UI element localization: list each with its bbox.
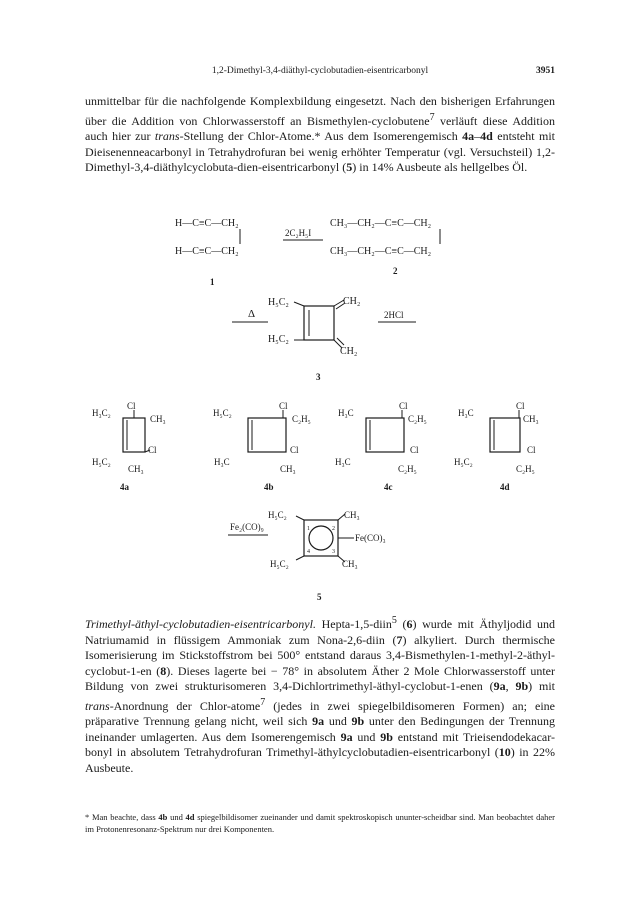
compound-label: 4a: [120, 482, 129, 492]
compound-ref: 9a: [340, 729, 353, 744]
substituent: C₂H₅: [408, 414, 427, 424]
formula-text: H₅C₂: [268, 334, 289, 345]
compound-3: [268, 296, 360, 382]
reaction-arrow-2: [232, 308, 268, 322]
substituent: H₃C: [214, 457, 230, 467]
text-run: -Stellung der Chlor-Atome.* Aus dem Isomerengemisch: [179, 129, 463, 143]
compound-ref: 9a: [312, 714, 325, 728]
substituent: C₂H₅: [398, 464, 417, 474]
text-run: unter den Bedingungen der Trennung ineinander umlagerten. Aus dem Isomerengemisch: [85, 714, 556, 744]
formula-text: H₅C₂: [268, 297, 289, 308]
substituent: Cl: [290, 445, 299, 455]
compound-ref: 4d: [480, 129, 493, 143]
footnote: [85, 811, 555, 835]
text-run: entstand mit Trieisendodekacar-bonyl in absolutem Tetrahydrofuran Trimethyl-äthylcyclobutadien-eisentricarbonyl (: [85, 729, 556, 759]
reference-superscript: 7: [429, 111, 435, 123]
compound-label: 1: [210, 277, 215, 287]
reaction-arrow-4: [228, 522, 268, 535]
text-run: Hepta-1,5-diin: [315, 617, 392, 631]
reagent-label: Δ: [248, 308, 256, 320]
compound-ref: 8: [160, 663, 167, 678]
text-run: ) wurde mit Äthyljodid und Natriumamid in flüssigem Ammoniak zum Nona-2,6-diin (: [85, 617, 555, 647]
text-run: verläuft diese Addition auch hier zur: [85, 113, 555, 143]
substituent: C₂H₅: [292, 414, 311, 424]
formula-text: CH₂: [343, 296, 361, 307]
formula-text: H—C≡C—CH₂: [175, 246, 239, 257]
text-run: ) in 14% Ausbeute als hellgelbes Öl.: [352, 160, 528, 174]
italic-term: trans: [154, 129, 180, 143]
text-run: und: [324, 714, 352, 728]
compound-label: 2: [393, 266, 398, 276]
compound-ref: 4a: [462, 129, 475, 143]
compound-ref: 5: [346, 160, 353, 174]
substituent: H₃C₂: [92, 408, 111, 418]
substituent: CH₃: [344, 510, 360, 520]
substituent: H₅C₂: [213, 408, 232, 418]
reagent-label: 2HCl: [384, 310, 404, 320]
page-number: 3951: [536, 66, 555, 76]
text-run: –: [474, 129, 481, 143]
text-run: * Man beachte, dass: [85, 812, 159, 822]
compound-2: [330, 218, 440, 276]
substituent: H₅C₂: [270, 559, 289, 569]
substituent: Cl: [148, 445, 157, 455]
substituent: H₅C₂: [454, 457, 473, 467]
text-run: (jedes in zwei spiegelbildisomeren Formen) an; eine präparative Trennung gelang nicht, weil sich: [85, 698, 556, 728]
substituent: Cl: [516, 401, 525, 411]
compound-5: [268, 510, 386, 602]
substituent: Cl: [527, 445, 536, 455]
ring-position: 3: [332, 549, 335, 555]
paragraph-2: [85, 613, 555, 776]
substituent: Cl: [279, 401, 288, 411]
text-run: ,: [505, 679, 516, 693]
text-run: ) mit: [528, 679, 556, 693]
substituent: H₃C: [335, 457, 351, 467]
substituent: C₂H₅: [516, 464, 535, 474]
substituent: CH₃: [280, 464, 296, 474]
substituent: CH₃: [128, 464, 144, 474]
compound-ref: 9b: [351, 714, 365, 728]
formula-text: CH₃—CH₂—C≡C—CH₂: [330, 246, 432, 257]
italic-term: trans: [85, 698, 110, 713]
compound-ref: 9b: [515, 679, 529, 693]
compound-4b: [213, 401, 311, 492]
compound-ref: 9a: [493, 679, 506, 693]
text-run: ) alkyliert. Durch thermische Isomerisierung im Stickstoffstrom bei 500° entstand daraus 3,4-Bismethylen-1-methyl-2-äthyl-cyclobut-1-en (: [85, 632, 556, 678]
compound-label: 4d: [500, 482, 510, 492]
text-run: und: [167, 812, 186, 822]
formula-text: CH₂: [340, 346, 358, 357]
running-title: 1,2-Dimethyl-3,4-diäthyl-cyclobutadien-eisentricarbonyl: [211, 66, 429, 76]
substituent: Cl: [127, 401, 136, 411]
compound-label: 3: [316, 372, 321, 382]
reference-superscript: 7: [260, 696, 266, 708]
compound-ref: 10: [498, 745, 511, 759]
ring-position: 1: [307, 526, 310, 532]
substituent: Cl: [410, 445, 419, 455]
compound-ref: 9b: [380, 729, 393, 744]
reagent-label: Fe₂(CO)₉: [230, 522, 264, 532]
compound-ref: 6: [406, 617, 413, 631]
text-run: ). Dieses lagerte bei − 78° in absolutem Äther 2 Mole Chlorwasserstoff unter Bildung von zwei strukturisomeren 3,4-Dichlortrimethyl-äthyl-cyclobut-1-enen (: [85, 663, 555, 693]
substituent: H₃C: [458, 408, 474, 418]
reaction-arrow-1: [283, 228, 323, 240]
iron-tricarbonyl: Fe(CO)₃: [355, 533, 386, 543]
substituent: H₅C₂: [268, 510, 287, 520]
substituent: CH₃: [523, 414, 539, 424]
text-run: und: [352, 729, 381, 744]
text-run: (: [396, 617, 407, 631]
reaction-arrow-3: [378, 310, 416, 322]
substituent: CH₃: [150, 414, 166, 424]
formula-text: H—C≡C—CH₂: [175, 218, 239, 229]
substituent: H₅C₂: [92, 457, 111, 467]
text-run: entsteht mit Dieisenenneacarbonyl in Tetrahydrofuran bei wenig erhöhter Temperatur (vgl. Versuchsteil) 1,2-Dimethyl-3,4-diäthylcyclobuta-dien-eisentricarbonyl (: [85, 129, 555, 174]
compound-ref: 4b: [158, 812, 168, 822]
compound-label: 4b: [264, 482, 274, 492]
compound-label: 4c: [384, 482, 393, 492]
compound-4d: [454, 401, 539, 492]
compound-4a: [92, 401, 166, 492]
text-run: unmittelbar für die nachfolgende Komplexbildung eingesetzt. Nach den bisherigen Erfahrungen über die Addition von Chlorwasserstoff an Bismethylen-cyclobutene: [85, 94, 555, 128]
ring-position: 4: [307, 549, 310, 555]
substituent: H₃C: [338, 408, 354, 418]
text-run: ) in 22% Ausbeute.: [85, 745, 555, 775]
compound-ref: 7: [396, 632, 403, 647]
substituent: CH₃: [342, 559, 358, 569]
compound-label: 5: [317, 592, 322, 602]
compound-ref: 4d: [185, 812, 195, 822]
substituent: Cl: [399, 401, 408, 411]
formula-text: CH₃—CH₂—C≡C—CH₂: [330, 218, 432, 229]
reference-superscript: 5: [391, 615, 397, 626]
compound-1: [175, 218, 240, 287]
reagent-label: 2C₂H₅I: [285, 228, 312, 238]
section-heading: Trimethyl-äthyl-cyclobutadien-eisentricarbonyl.: [85, 617, 316, 631]
text-run: spiegelbildisomer zueinander und damit spektroskopisch ununter-scheidbar sind. Man beobachtet daher im Protonenresonanz-Spektrum nur drei Komponenten.: [85, 812, 555, 834]
compound-4c: [335, 401, 427, 492]
text-run: -Anordnung der Chlor-atome: [109, 698, 261, 713]
ring-position: 2: [332, 526, 335, 532]
